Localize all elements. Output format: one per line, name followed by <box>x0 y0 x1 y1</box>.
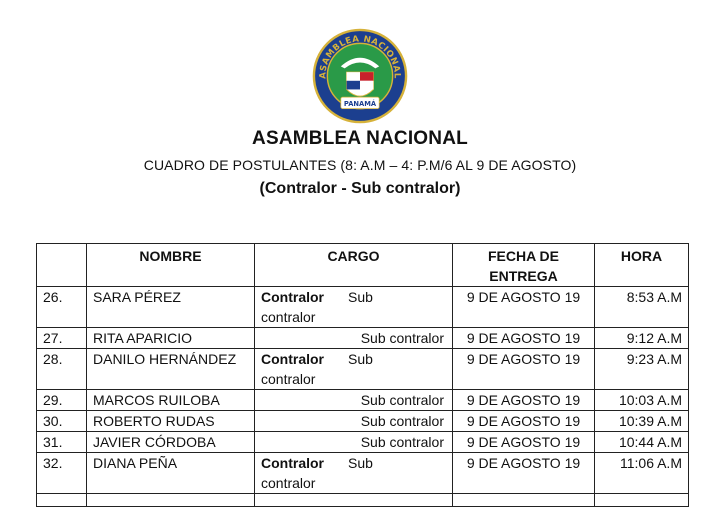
page-subtitle: CUADRO DE POSTULANTES (8: A.M – 4: P.M/6 AL 9 DE AGOSTO) <box>143 157 577 173</box>
row-name: SARA PÉREZ <box>87 287 255 328</box>
cargo-contralor-line2: contralor <box>261 475 316 491</box>
row-date: 9 DE AGOSTO 19 <box>453 328 595 349</box>
row-time: 10:03 A.M <box>595 390 689 411</box>
cargo-sub: Sub <box>348 455 373 471</box>
row-number: 32. <box>37 453 87 494</box>
row-number: 29. <box>37 390 87 411</box>
cargo-contralor: Contralor <box>261 289 324 305</box>
table-header-row <box>37 244 689 287</box>
row-name: JAVIER CÓRDOBA <box>87 432 255 453</box>
row-time: 9:23 A.M <box>595 349 689 390</box>
row-name: DANILO HERNÁNDEZ <box>87 349 255 390</box>
seal-ring-text-top: ASAMBLEA NACIONAL <box>318 34 402 79</box>
table-row <box>37 453 689 494</box>
row-cargo <box>255 349 453 390</box>
row-name: MARCOS RUILOBA <box>87 390 255 411</box>
column-header-number <box>37 244 87 287</box>
row-number: 27. <box>37 328 87 349</box>
column-header-cargo: CARGO <box>255 244 453 287</box>
row-cargo <box>255 453 453 494</box>
cargo-sub-contralor: Sub contralor <box>360 392 444 408</box>
seal-ring-text-bottom: PANAMÁ <box>343 99 377 108</box>
applicants-table <box>36 243 689 507</box>
row-date: 9 DE AGOSTO 19 <box>453 411 595 432</box>
row-time: 10:39 A.M <box>595 411 689 432</box>
cut-cell <box>595 494 689 507</box>
table-row <box>37 432 689 453</box>
cargo-contralor-line2: contralor <box>261 371 316 387</box>
cut-cell <box>255 494 453 507</box>
row-cargo <box>255 328 453 349</box>
table-row <box>37 328 689 349</box>
row-number: 30. <box>37 411 87 432</box>
cargo-contralor: Contralor <box>261 351 324 367</box>
row-date: 9 DE AGOSTO 19 <box>453 390 595 411</box>
row-time: 11:06 A.M <box>595 453 689 494</box>
row-number: 31. <box>37 432 87 453</box>
cargo-sub-contralor: Sub contralor <box>360 413 444 429</box>
row-number: 28. <box>37 349 87 390</box>
cargo-sub-contralor: Sub contralor <box>360 330 444 346</box>
cargo-contralor-line2: contralor <box>261 309 316 325</box>
cargo-sub-contralor: Sub contralor <box>360 434 444 450</box>
cut-cell <box>87 494 255 507</box>
row-cargo <box>255 432 453 453</box>
row-name: DIANA PEÑA <box>87 453 255 494</box>
page-title: ASAMBLEA NACIONAL <box>252 128 468 149</box>
row-time: 9:12 A.M <box>595 328 689 349</box>
column-header-nombre: NOMBRE <box>87 244 255 287</box>
column-header-hora: HORA <box>595 244 689 287</box>
row-date: 9 DE AGOSTO 19 <box>453 349 595 390</box>
table-row <box>37 390 689 411</box>
table-row <box>37 287 689 328</box>
row-name: ROBERTO RUDAS <box>87 411 255 432</box>
row-cargo <box>255 411 453 432</box>
row-date: 9 DE AGOSTO 19 <box>453 453 595 494</box>
row-cargo <box>255 390 453 411</box>
table-row <box>37 349 689 390</box>
asamblea-seal-icon <box>312 28 408 124</box>
row-date: 9 DE AGOSTO 19 <box>453 287 595 328</box>
row-time: 8:53 A.M <box>595 287 689 328</box>
row-cargo <box>255 287 453 328</box>
cargo-sub: Sub <box>348 351 373 367</box>
positions-heading: (Contralor - Sub contralor) <box>259 180 461 197</box>
cargo-sub: Sub <box>348 289 373 305</box>
row-date: 9 DE AGOSTO 19 <box>453 432 595 453</box>
column-header-fecha: FECHA DE ENTREGA <box>453 244 595 287</box>
row-time: 10:44 A.M <box>595 432 689 453</box>
table-row <box>37 411 689 432</box>
cargo-contralor: Contralor <box>261 455 324 471</box>
cut-cell <box>37 494 87 507</box>
row-number: 26. <box>37 287 87 328</box>
table-row-cut-off <box>37 494 689 507</box>
row-name: RITA APARICIO <box>87 328 255 349</box>
cut-cell <box>453 494 595 507</box>
